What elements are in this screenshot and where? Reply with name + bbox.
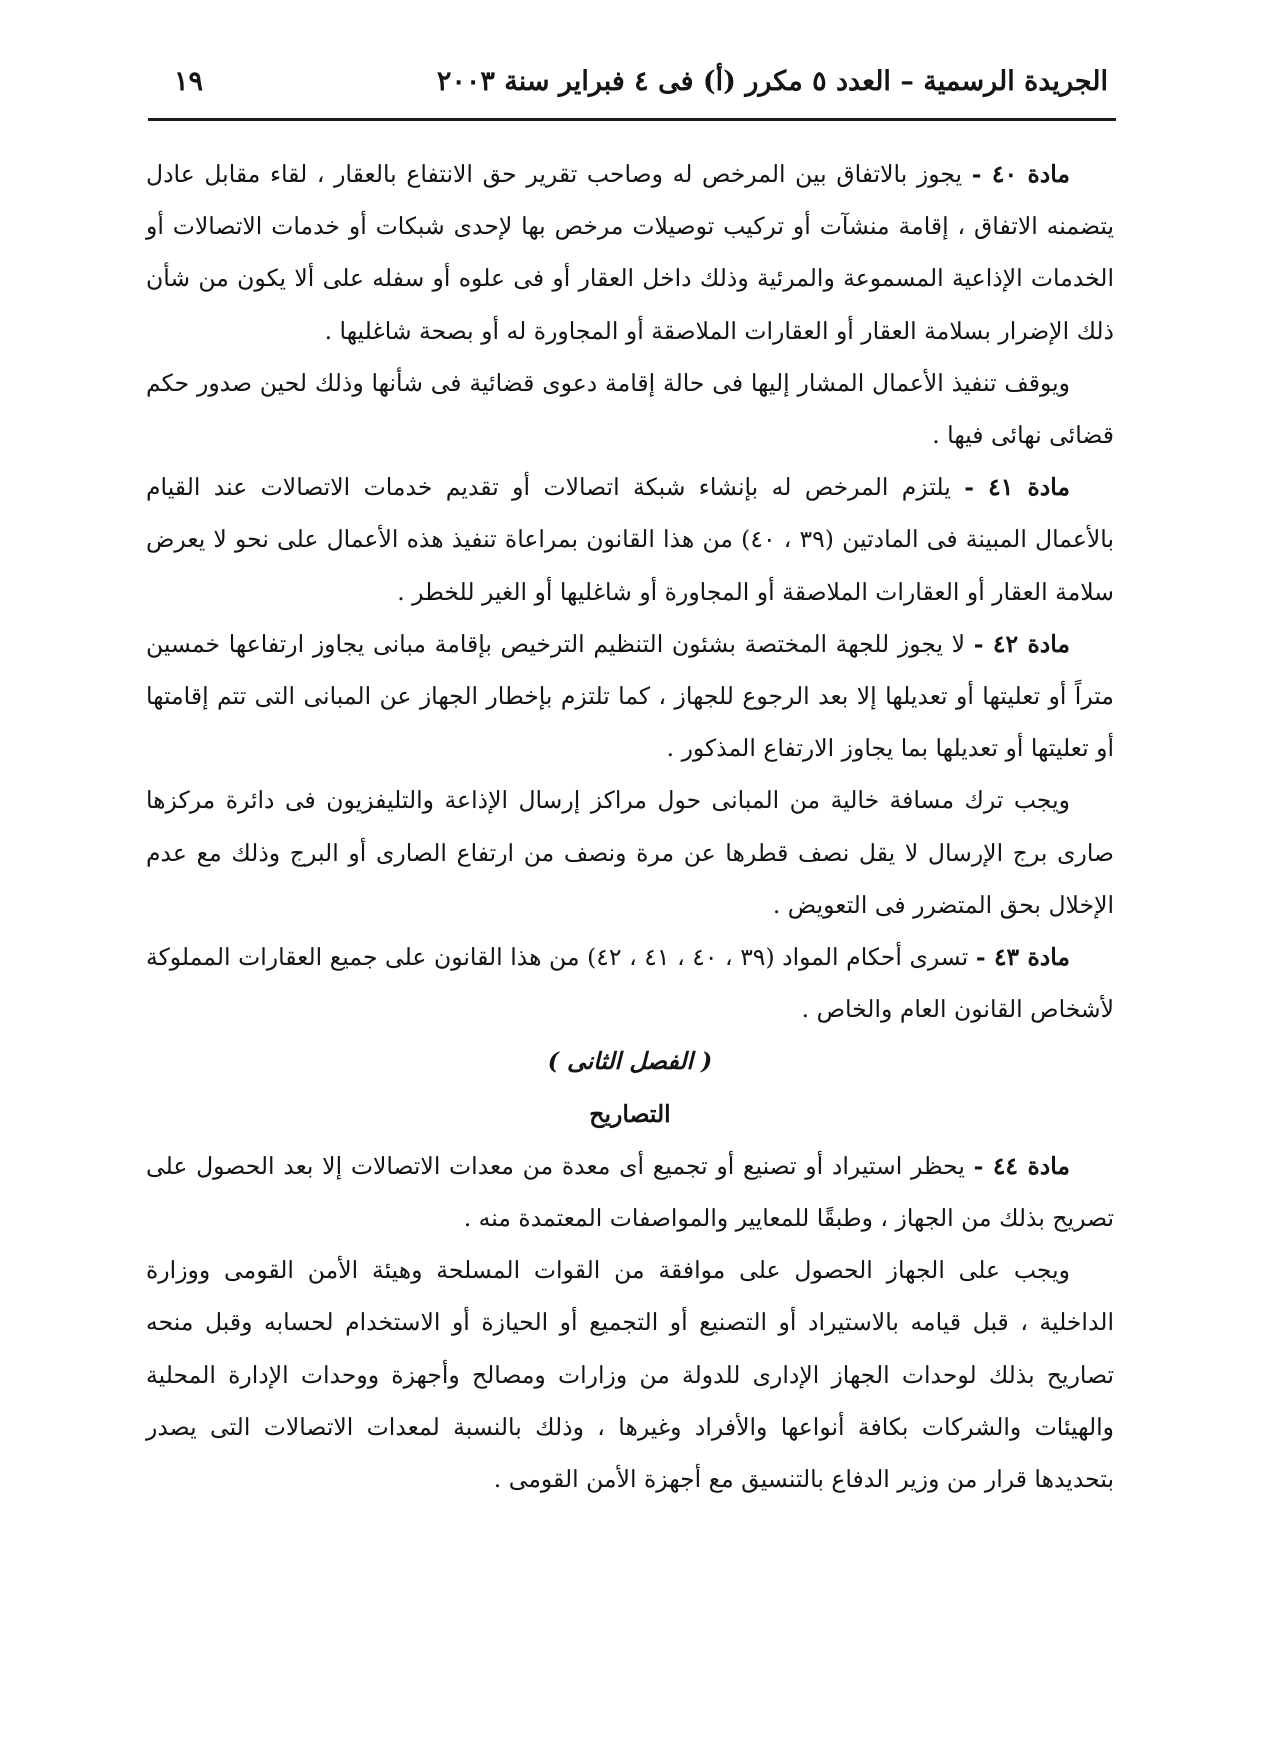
article-41-text: يلتزم المرخص له بإنشاء شبكة اتصالات أو تقديم خدمات الاتصالات عند القيام بالأعمال المبينة فى المادتين (٣٩ ، ٤٠) من هذا القانون بمراعاة تنفيذ هذه الأعمال على نحو لا يعرض سلامة العقار أو العقارات الملاصقة أو المجاورة أو شاغليها أو الغير للخطر .	[146, 473, 1114, 606]
article-42-text: لا يجوز للجهة المختصة بشئون التنظيم الترخيص بإقامة مبانى يجاوز ارتفاعها خمسين متراً أو تعليتها أو تعديلها إلا بعد الرجوع للجهاز ، كما تلتزم بإخطار الجهاز عن المبانى التى تتم إقامتها أو تعليتها أو تعديلها بما يجاوز الارتفاع المذكور .	[146, 629, 1114, 763]
section-heading: التصاريح	[589, 1099, 671, 1128]
article-43-label: مادة ٤٣ -	[975, 943, 1070, 972]
article-42	[146, 618, 1114, 775]
article-42-paragraph-2: ويجب ترك مسافة خالية من المبانى حول مراكز إرسال الإذاعة والتليفزيون فى دائرة مركزها صارى برج الإرسال لا يقل نصف قطرها عن مرة ونصف من ارتفاع الصارى أو البرج وذلك مع عدم الإخلال بحق المتضرر فى التعويض .	[146, 786, 1114, 919]
article-43-text: تسرى أحكام المواد (٣٩ ، ٤٠ ، ٤١ ، ٤٢) من هذا القانون على جميع العقارات المملوكة لأشخاص القانون العام والخاص .	[146, 943, 1114, 1024]
page-number: ١٩	[174, 66, 204, 97]
document-body	[146, 148, 1114, 1505]
article-44	[146, 1140, 1114, 1244]
header-divider	[148, 118, 1116, 121]
article-43	[146, 931, 1114, 1035]
article-41-label: مادة ٤١ -	[964, 473, 1070, 502]
chapter-heading: ( الفصل الثانى )	[547, 1047, 713, 1076]
article-41	[146, 461, 1114, 618]
page-header	[148, 62, 1116, 114]
article-40-label: مادة ٤٠ -	[971, 160, 1070, 188]
article-40	[146, 148, 1114, 357]
gazette-header-title: الجريدة الرسمية – العدد ٥ مكرر (أ) فى ٤ فبراير سنة ٢٠٠٣	[436, 66, 1108, 97]
article-44-text: يحظر استيراد أو تصنيع أو تجميع أى معدة من معدات الاتصالات إلا بعد الحصول على تصريح بذلك من الجهاز ، وطبقًا للمعايير والمواصفات المعتمدة منه .	[146, 1151, 1114, 1233]
article-44-paragraph-2: ويجب على الجهاز الحصول على موافقة من القوات المسلحة وهيئة الأمن القومى ووزارة الداخلية ، قبل قيامه بالاستيراد أو التصنيع أو التجميع أو الحيازة أو الاستخدام لحسابه وقبل منحه تصاريح بذلك لوحدات الجهاز الإدارى للدولة من وزارات ومصالح وأجهزة ووحدات الإدارة المحلية والهيئات والشركات بكافة أنواعها والأفراد وغيرها ، وذلك بالنسبة لمعدات الاتصالات التى يصدر بتحديدها قرار من وزير الدفاع بالتنسيق مع أجهزة الأمن القومى .	[146, 1256, 1114, 1494]
article-40-text: يجوز بالاتفاق بين المرخص له وصاحب تقرير حق الانتفاع بالعقار ، لقاء مقابل عادل يتضمنه الاتفاق ، إقامة منشآت أو تركيب توصيلات مرخص بها لإحدى شبكات أو خدمات الاتصالات أو الخدمات الإذاعية المسموعة والمرئية وذلك داخل العقار أو فى علوه أو سفله على ألا يكون من شأن ذلك الإضرار بسلامة العقار أو العقارات الملاصقة أو المجاورة له أو بصحة شاغليها .	[146, 160, 1114, 345]
article-44-label: مادة ٤٤ -	[973, 1151, 1071, 1180]
article-40-paragraph-2: ويوقف تنفيذ الأعمال المشار إليها فى حالة إقامة دعوى قضائية فى شأنها وذلك لحين صدور حكم قضائى نهائى فيها .	[146, 368, 1114, 450]
article-42-label: مادة ٤٢ -	[973, 629, 1070, 658]
